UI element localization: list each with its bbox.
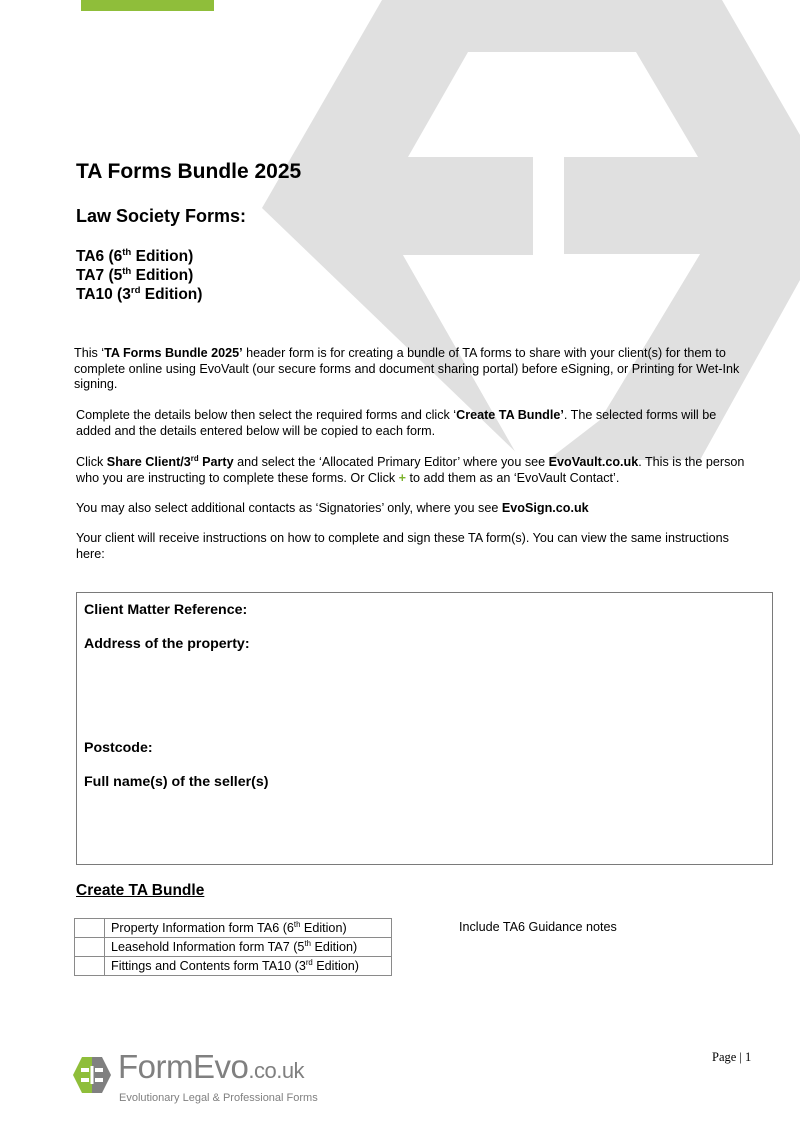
checkbox-ta6[interactable] xyxy=(75,919,105,938)
logo-wordmark: FormEvo.co.uk xyxy=(118,1048,305,1085)
watermark-inner-bar xyxy=(403,157,533,255)
form-selection-table xyxy=(74,918,392,976)
form-label-ta10: Fittings and Contents form TA10 (3rd Edition) xyxy=(105,957,392,976)
create-ta-bundle-heading: Create TA Bundle xyxy=(76,882,205,899)
page-number: Page | 1 xyxy=(712,1050,752,1064)
table-row xyxy=(75,957,392,976)
edition-list xyxy=(76,247,202,304)
checkbox-ta10[interactable] xyxy=(75,957,105,976)
checkbox-ta7[interactable] xyxy=(75,938,105,957)
postcode-field[interactable]: Postcode: xyxy=(84,740,153,756)
plus-icon: + xyxy=(398,470,407,485)
property-address-field[interactable]: Address of the property: xyxy=(84,636,250,652)
table-row xyxy=(75,919,392,938)
form-label-ta7: Leasehold Information form TA7 (5th Edition) xyxy=(105,938,392,957)
include-guidance-option[interactable]: Include TA6 Guidance notes xyxy=(459,920,617,934)
edition-ta6: TA6 (6th Edition) xyxy=(76,246,194,265)
seller-names-field[interactable]: Full name(s) of the seller(s) xyxy=(84,774,269,790)
client-matter-reference-field[interactable]: Client Matter Reference: xyxy=(84,602,248,618)
watermark-inner-bar-right xyxy=(564,157,700,254)
green-header-bar xyxy=(81,0,214,11)
form-label-ta6: Property Information form TA6 (6th Edition) xyxy=(105,919,392,938)
logo-tagline: Evolutionary Legal & Professional Forms xyxy=(119,1092,318,1104)
intro-paragraph-4: You may also select additional contacts as ‘Signatories’ only, where you see EvoSign.co.uk xyxy=(76,501,589,515)
page-title: TA Forms Bundle 2025 xyxy=(76,160,302,183)
intro-paragraph-1: This ‘TA Forms Bundle 2025’ header form is for creating a bundle of TA forms to share with your client(s) for them to complete online using EvoVault (our secure forms and document sharing portal) before eSigning, or Printing for Wet-Ink signing. xyxy=(74,346,740,391)
edition-ta10: TA10 (3rd Edition) xyxy=(76,284,203,303)
formevo-logo xyxy=(72,1048,332,1108)
intro-paragraph-5: Your client will receive instructions on how to complete and sign these TA form(s). You can view the same instructions here: xyxy=(76,531,729,561)
table-row xyxy=(75,938,392,957)
formevo-hexagon-icon xyxy=(72,1056,112,1094)
intro-paragraph-3: Click Share Client/3rd Party and select the ‘Allocated Primary Editor’ where you see EvoVault.co.uk. This is the person who you are instructing to complete these forms. Or Click + to add them as an ‘EvoVault Contact’. xyxy=(76,453,745,485)
property-details-box xyxy=(76,592,773,865)
page-subtitle: Law Society Forms: xyxy=(76,206,247,226)
intro-paragraph-2: Complete the details below then select the required forms and click ‘Create TA Bundle’. The selected forms will be added and the details entered below will be copied to each form. xyxy=(76,408,717,438)
edition-ta7: TA7 (5th Edition) xyxy=(76,265,194,284)
